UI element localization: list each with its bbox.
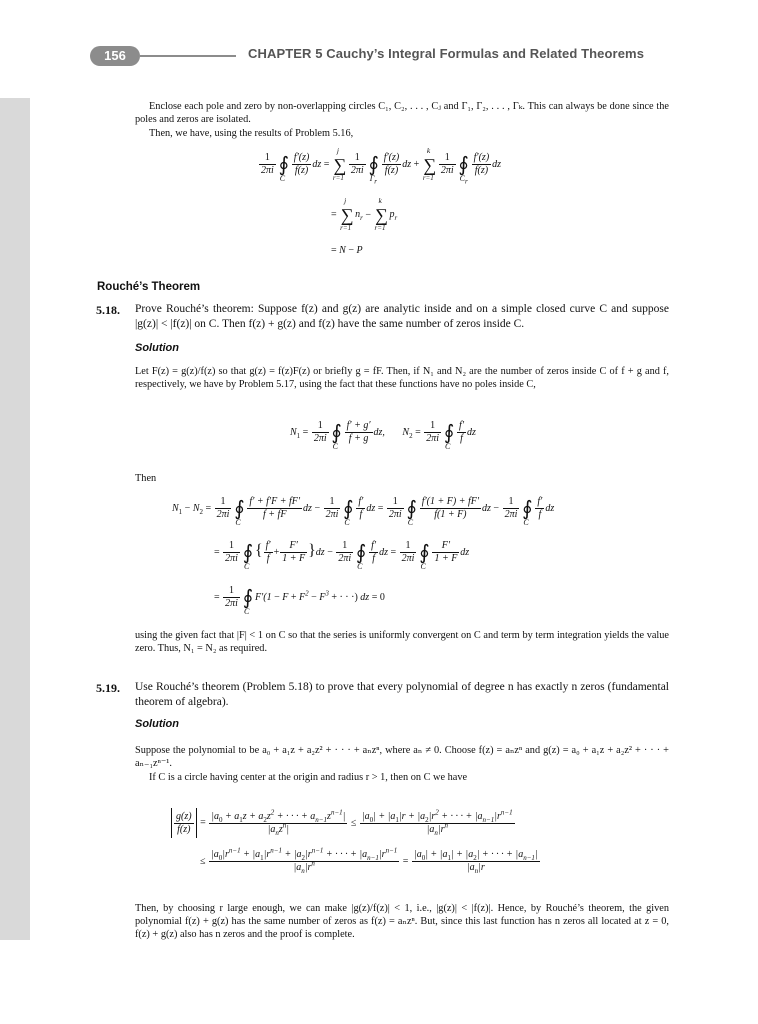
problem-number-5-18: 5.18. (96, 303, 120, 317)
page-margin-bar (0, 98, 30, 940)
equation-argument-principle-1: $\frac{1}{2\pi i}$ ∮ C $\frac{f'(z)}{f(z)}$ dz = ∑ j r=1 $\frac{1}{2\pi i}$ ∮ $\Gamma_r$ $\frac{f'(z)}{f(z)}$ dz + ∑ k r=1 $\frac{1}{2\pi i}$ ∮ $C_r$ $\frac{f'(z)}{f(z)}$ dz (261, 145, 502, 186)
equation-difference-1: $N_1 - N_2$ = $\frac{1}{2\pi i}$ ∮ C $\frac{f' + f'F + fF'}{f + fF}$ dz − $\frac{1}{2\pi i}$ ∮ C $\frac{f'}{f}$ dz = $\frac{1}{2\pi i}$ ∮ C $\frac{f'(1 + F) + fF'}{f(1 + F)}$ dz − $\frac{1}{2\pi i}$ ∮ C $\frac{f'}{f}$ dz (172, 496, 555, 527)
equation-argument-principle-2: = ∑ j r=1 $n_r$ − ∑ k r=1 $p_r$ (331, 196, 398, 232)
equation-argument-principle-3: = N − P (331, 245, 363, 256)
suppose-text-5-19: Suppose the polynomial to be a₀ + a₁z + a₂z² + · · · + aₙzⁿ, where aₙ ≠ 0. Choose f(z) = aₙzⁿ and g(z) = a₀ + a₁z + a₂z² + · · · + aₙ₋₁zⁿ⁻¹. (135, 745, 669, 770)
header-rule (140, 55, 236, 57)
solution-label-5-18: Solution (135, 342, 179, 354)
problem-statement-5-18: Prove Rouché’s theorem: Suppose f(z) and g(z) are analytic inside and on a simple closed curve C and suppose |g(z)| < |f(z)| on C. Then f(z) + g(z) and f(z) have the same number of zeros inside C. (135, 303, 669, 330)
equation-difference-2: = $\frac{1}{2\pi i}$ ∮ C { $\frac{f'}{f}$ + $\frac{F'}{1 + F}$ }dz − $\frac{1}{2\pi i}$ ∮ C $\frac{f'}{f}$ dz = $\frac{1}{2\pi i}$ ∮ C $\frac{F'}{1 + F}$ dz (214, 540, 470, 571)
intro-paragraph: Enclose each pole and zero by non-overlapping circles C₁, C₂, . . . , Cⱼ and Γ₁, Γ₂, . . . , Γₖ. This can always be done since the poles and zeros are isolated. (135, 101, 669, 126)
then-label-5-18: Then (135, 473, 157, 484)
intro-then-text: Then, we have, using the results of Problem 5.16, (149, 128, 354, 139)
equation-difference-3: = $\frac{1}{2\pi i}$ ∮ C $F'(1 - F + F^2 - F^3$ + · · ·) dz = 0 (214, 585, 385, 616)
problem-number-5-19: 5.19. (96, 681, 120, 695)
section-title-rouche: Rouché’s Theorem (97, 281, 201, 293)
circle-text-5-19: If C is a circle having center at the origin and radius r > 1, then on C we have (149, 772, 468, 783)
equation-ratio-bound-2: ≤ $\frac{|a_0|r^{n-1} + |a_1|r^{n-1} + |a_2|r^{n-1} + \cdot \cdot \cdot + |a_{n-1}|r^{n-1}}{|a_n|r^n}$ = $\frac{|a_0| + |a_1| + |a_2| + \cdot \cdot \cdot + |a_{n-1}|}{|a_n|r}$ (200, 846, 538, 875)
solution-text-5-18: Let F(z) = g(z)/f(z) so that g(z) = f(z)F(z) or briefly g = fF. Then, if N₁ and N₂ are the number of zeros inside C of f + g and f, respectively, we have by Problem 5.17, using the fact that these functions have no poles inside C, (135, 366, 669, 391)
chapter-title: CHAPTER 5 Cauchy’s Integral Formulas and Related Theorems (248, 46, 645, 61)
conclusion-5-18: using the given fact that |F| < 1 on C so that the series is uniformly convergent on C and term by term integration yields the value zero. Thus, N₁ = N₂ as required. (135, 630, 669, 655)
solution-label-5-19: Solution (135, 718, 179, 730)
equation-n1-n2: $N_1$ = $\frac{1}{2\pi i}$ ∮ C $\frac{f' + g'}{f + g}$ dz, $N_2$ = $\frac{1}{2\pi i}$ ∮ C $\frac{f'}{f}$ dz (290, 420, 476, 451)
problem-statement-5-19: Use Rouché’s theorem (Problem 5.18) to prove that every polynomial of degree n has exactly n zeros (fundamental theorem of algebra). (135, 681, 669, 708)
final-text-5-19: Then, by choosing r large enough, we can make |g(z)/f(z)| < 1, i.e., |g(z)| < |f(z)|. Hence, by Rouché’s theorem, the given polynomial f(z) + g(z) has the same number of zeros as f(z) = aₙzⁿ. But, since this last function has n zeros all located at z = 0, f(z) + g(z) also has n zeros and the proof is complete. (135, 903, 669, 941)
equation-ratio-bound-1: $\frac{g(z)}{f(z)}$ = $\frac{|a_0 + a_1z + a_2z^2 + \cdot \cdot \cdot + a_{n-1}z^{n-1}|}{|a_nz^n|}$ ≤ $\frac{|a_0| + |a_1|r + |a_2|r^2 + \cdot \cdot \cdot + |a_{n-1}|r^{n-1}}{|a_n|r^n}$ (170, 808, 516, 838)
page-number: 156 (90, 46, 140, 66)
